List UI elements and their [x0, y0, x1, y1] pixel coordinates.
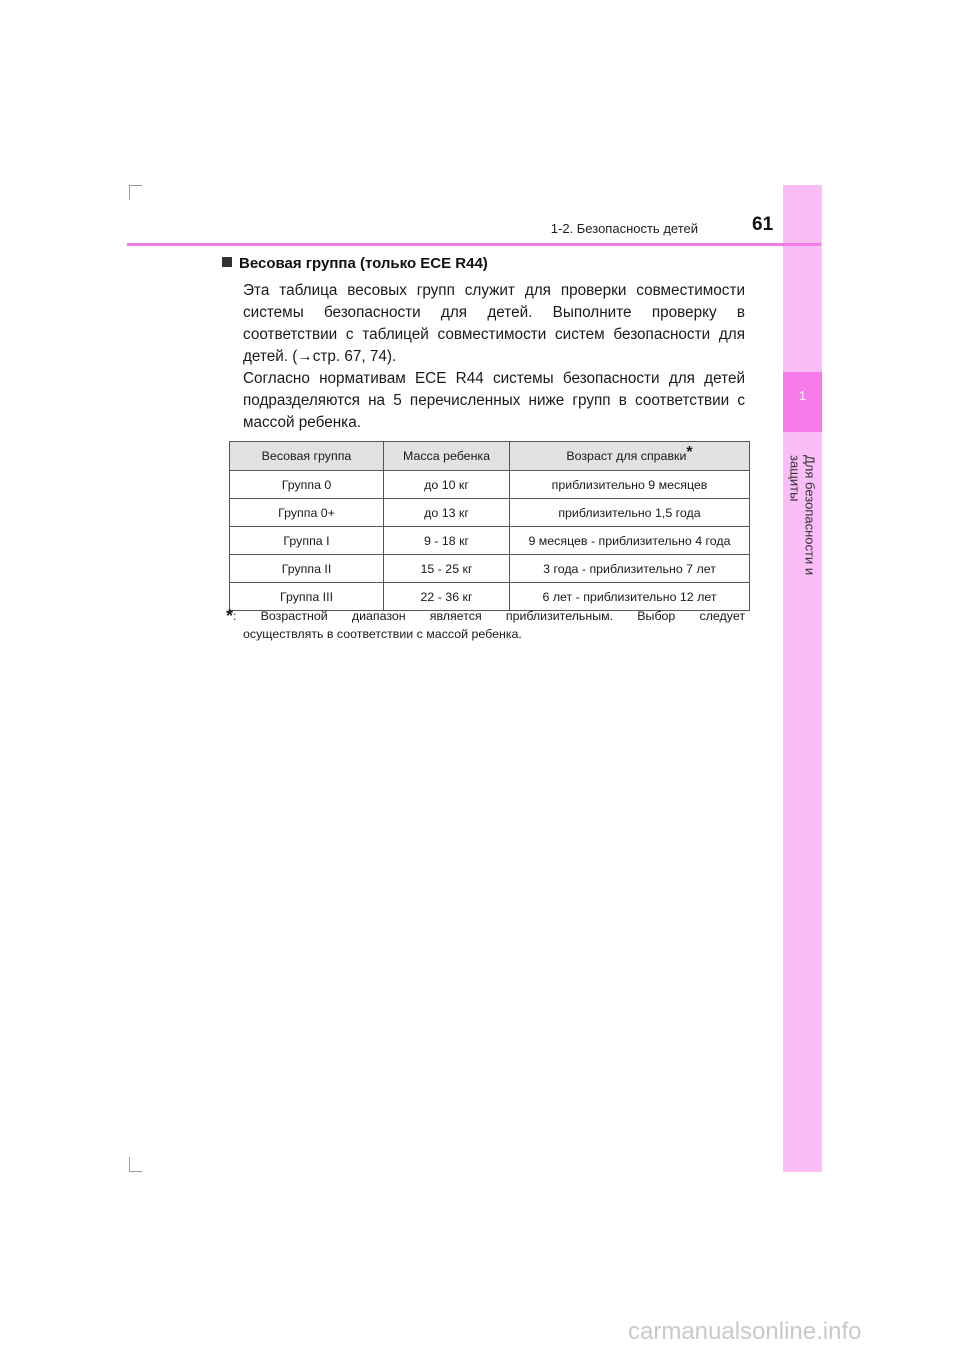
- table-header-row: [230, 442, 750, 471]
- table-header-cell-age: [510, 442, 750, 471]
- crop-mark-top-horizontal: [129, 185, 142, 186]
- table-cell: Группа 0+: [230, 499, 384, 527]
- table-cell: Группа I: [230, 527, 384, 555]
- square-bullet-icon: [222, 257, 232, 267]
- table-cell: до 13 кг: [384, 499, 510, 527]
- paragraph-intro: Эта таблица весовых групп служит для проверки совместимости системы безопасности для детей. Выполните проверку в соответствии с таблицей совместимости систем безопасности для детей. (→стр. 67, 74).: [243, 282, 745, 365]
- table-row: [230, 471, 750, 499]
- table-row: [230, 499, 750, 527]
- side-tab-chapter-number: 1: [798, 388, 807, 403]
- asterisk-mark: *: [226, 606, 234, 626]
- table-cell: до 10 кг: [384, 471, 510, 499]
- section-heading-text: Весовая группа (только ECE R44): [239, 255, 488, 272]
- crop-mark-top-vertical: [129, 185, 130, 200]
- table-cell: 6 лет - приблизительно 12 лет: [510, 583, 750, 611]
- footnote-line-2: осуществлять в соответствии с массой ребенка.: [243, 627, 522, 641]
- crop-mark-bottom-horizontal: [129, 1171, 142, 1172]
- side-tab-chapter-title: Для безопасности и защиты: [787, 455, 818, 576]
- table-cell: 15 - 25 кг: [384, 555, 510, 583]
- table-cell: 22 - 36 кг: [384, 583, 510, 611]
- table-row: [230, 527, 750, 555]
- table-header-cell-text: Возраст для справки: [566, 449, 687, 463]
- table-cell: 9 месяцев - приблизительно 4 года: [510, 527, 750, 555]
- crop-mark-bottom-vertical: [129, 1157, 130, 1172]
- table-cell: приблизительно 9 месяцев: [510, 471, 750, 499]
- table-cell: приблизительно 1,5 года: [510, 499, 750, 527]
- weight-group-table: [229, 441, 750, 611]
- table-header-cell: Масса ребенка: [384, 442, 510, 471]
- footnote: [226, 607, 745, 643]
- asterisk-mark: *: [686, 444, 693, 461]
- footnote-text-1: : Возрастной диапазон является приблизительным. Выбор следует: [233, 609, 745, 623]
- side-tab-strip: [783, 185, 822, 1172]
- table-cell: 9 - 18 кг: [384, 527, 510, 555]
- footnote-line-1: [226, 607, 745, 625]
- paragraph-groups: Согласно нормативам ECE R44 системы безопасности для детей подразделяются на 5 перечисленных ниже групп в соответствии с массой ребенка.: [243, 370, 745, 431]
- page-number: 61: [752, 214, 774, 235]
- header-rule: [127, 243, 821, 246]
- table-cell: Группа II: [230, 555, 384, 583]
- watermark: carmanualsonline.info: [628, 1318, 862, 1345]
- table-row: [230, 555, 750, 583]
- table-header-cell: Весовая группа: [230, 442, 384, 471]
- table-cell: Группа 0: [230, 471, 384, 499]
- table-cell: Группа III: [230, 583, 384, 611]
- table-cell: 3 года - приблизительно 7 лет: [510, 555, 750, 583]
- header-section-title: 1-2. Безопасность детей: [550, 221, 698, 236]
- section-heading: [222, 255, 488, 272]
